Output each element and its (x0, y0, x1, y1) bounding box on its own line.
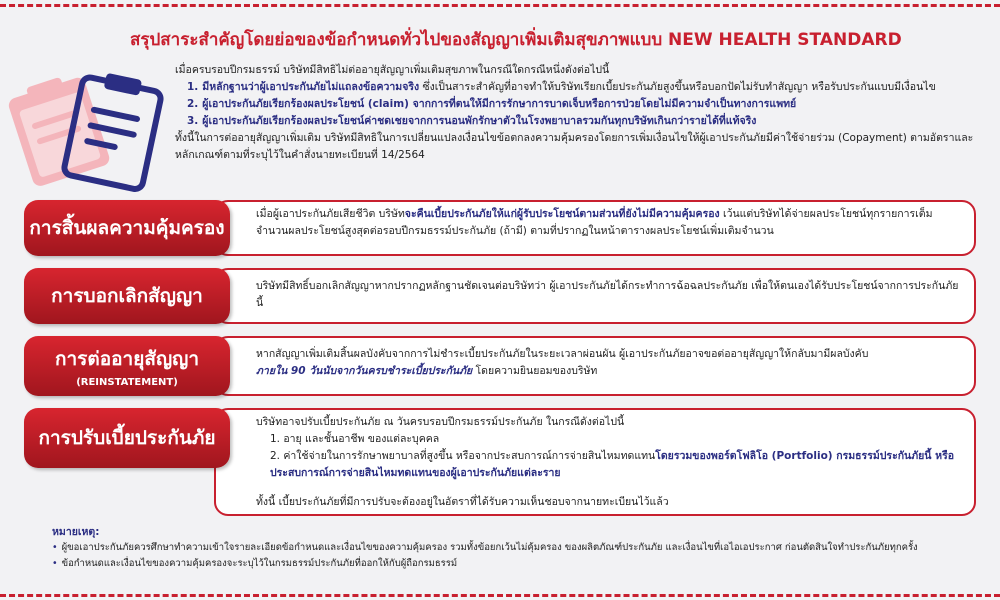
intro-list (175, 79, 990, 130)
termination-label-box (24, 200, 230, 256)
premium-item-2-text: 2. ค่าใช้จ่ายในการรักษาพยาบาลที่สูงขึ้น หรือจากประสบการณ์การจ่ายสินไหมทดแทน (270, 450, 656, 462)
premium-label: การปรับเบี้ยประกันภัย (38, 427, 216, 449)
reinstatement-section (24, 336, 976, 396)
top-dashed-border (0, 4, 1000, 7)
intro-item-highlight: ผู้เอาประกันภัยเรียกร้องผลประโยชน์ (claim) จากการที่ตนให้มีการรักษาการบาดเจ็บหรือการป่วยโดยไม่มีความจำเป็นทางการแพทย์ (202, 98, 797, 110)
notes-heading: หมายเหตุ: (52, 526, 100, 538)
termination-text-a: เมื่อผู้เอาประกันภัยเสียชีวิต บริษัท (256, 208, 405, 220)
notes-section (52, 524, 982, 572)
termination-section (24, 200, 976, 256)
reinstatement-label-box (24, 336, 230, 396)
note-item (52, 540, 982, 556)
reinstatement-label: การต่ออายุสัญญา (55, 348, 199, 370)
intro-item-number: 3. (187, 115, 199, 127)
intro-item-number: 2. (187, 98, 199, 110)
note-item (52, 556, 982, 572)
intro-item-highlight: ผู้เอาประกันภัยเรียกร้องผลประโยชน์ค่าชดเชยจากการนอนพักรักษาตัวในโรงพยาบาลรวมกันทุกบริษัทเกินกว่ารายได้ที่แท้จริง (202, 115, 757, 127)
reinstatement-body (256, 346, 962, 380)
cancellation-label: การบอกเลิกสัญญา (51, 285, 203, 307)
intro-tail: ทั้งนี้ในการต่ออายุสัญญาเพิ่มเติม บริษัทมีสิทธิในการเปลี่ยนแปลงเงื่อนไขข้อตกลงความคุ้มครองโดยการเพิ่มเงื่อนไขให้ผู้เอาประกันภัยมีค่าใช้จ่ายร่วม (Copayment) ตามอัตราและหลักเกณฑ์ตามที่ระบุไว้ในคำสั่งนายทะเบียนที่ 14/2564 (175, 132, 974, 161)
termination-label: การสิ้นผลความคุ้มครอง (29, 217, 225, 239)
termination-text-b: จะคืนเบี้ยประกันภัยให้แก่ผู้รับประโยชน์ตามส่วนที่ยังไม่มีความคุ้มครอง (404, 208, 720, 220)
intro-item-1 (175, 79, 990, 96)
reinstatement-deadline: ภายใน 90 วันนับจากวันครบชำระเบี้ยประกันภัย (256, 365, 473, 377)
reinstatement-text-1: หากสัญญาเพิ่มเติมสิ้นผลบังคับจากการไม่ชำระเบี้ยประกันภัยในระยะเวลาผ่อนผัน ผู้เอาประกันภัยอาจขอต่ออายุสัญญาให้กลับมามีผลบังคับ (256, 348, 869, 360)
intro-item-2 (175, 96, 990, 113)
premium-body (256, 414, 962, 482)
intro-section (175, 62, 990, 164)
reinstatement-consent: โดยความยินยอมของบริษัท (472, 365, 598, 377)
intro-item-number: 1. (187, 81, 199, 93)
premium-list (256, 431, 962, 482)
page-title: สรุปสาระสำคัญโดยย่อของข้อกำหนดทั่วไปของสัญญาเพิ่มเติมสุขภาพแบบ NEW HEALTH STANDARD (130, 30, 902, 50)
premium-tail: ทั้งนี้ เบี้ยประกันภัยที่มีการปรับจะต้องอยู่ในอัตราที่ได้รับความเห็นชอบจากนายทะเบียนไว้แล้ว (256, 496, 669, 508)
intro-lead: เมื่อครบรอบปีกรมธรรม์ บริษัทมีสิทธิไม่ต่ออายุสัญญาเพิ่มเติมสุขภาพในกรณีใดกรณีหนึ่งดังต่อไปนี้ (175, 64, 610, 76)
note-text: ข้อกำหนดและเงื่อนไขของความคุ้มครองจะระบุไว้ในกรมธรรม์ประกันภัยที่ออกให้กับผู้ถือกรมธรรม์ (61, 558, 458, 569)
intro-item-highlight: มีหลักฐานว่าผู้เอาประกันภัยไม่แถลงข้อความจริง (202, 81, 420, 93)
termination-text-c: เว้นแต่บริษัทได้จ่ายผลประโยชน์ทุกรายการเต็มจำนวนผลประโยชน์สูงสุดต่อรอบปีกรมธรรม์ประกันภัย (ถ้ามี) ตามที่ปรากฏในหน้าตารางผลประโยชน์เพิ่มเติมจำนวน (256, 208, 933, 237)
premium-item-2 (256, 448, 962, 482)
premium-lead: บริษัทอาจปรับเบี้ยประกันภัย ณ วันครบรอบปีกรมธรรม์ประกันภัย ในกรณีดังต่อไปนี้ (256, 416, 625, 428)
reinstatement-sublabel: (REINSTATEMENT) (76, 377, 178, 388)
cancellation-text: บริษัทมีสิทธิ์บอกเลิกสัญญาหากปรากฏหลักฐานชัดเจนต่อบริษัทว่า ผู้เอาประกันภัยได้กระทำการฉ้อฉลประกันภัย เพื่อให้ตนเองได้รับประโยชน์จากการประกันภัยนี้ (256, 280, 959, 309)
bottom-dashed-border (0, 594, 1000, 597)
premium-item-1: 1. อายุ และชั้นอาชีพ ของแต่ละบุคคล (270, 433, 440, 445)
bullet-icon: • (52, 542, 58, 553)
bullet-icon: • (52, 558, 58, 569)
premium-label-box (24, 408, 230, 468)
cancellation-label-box (24, 268, 230, 324)
note-text: ผู้ขอเอาประกันภัยควรศึกษาทำความเข้าใจรายละเอียดข้อกำหนดและเงื่อนไขของความคุ้มครอง รวมทั้งข้อยกเว้นไม่คุ้มครอง ของผลิตภัณฑ์ประกันภัย และเงื่อนไขที่เอไอเอประกาศ ก่อนตัดสินใจทำประกันภัยทุกครั้ง (61, 542, 918, 553)
cancellation-body (256, 278, 962, 312)
intro-item-3 (175, 113, 990, 130)
termination-body (256, 206, 962, 240)
clipboard-icon (6, 46, 166, 196)
cancellation-section (24, 268, 976, 324)
intro-item-rest: ซึ่งเป็นสาระสำคัญที่อาจทำให้บริษัทเรียกเบี้ยประกันภัยสูงขึ้นหรือบอกปัดไม่รับทำสัญญา หรือรับประกันแบบมีเงื่อนไข (419, 81, 936, 93)
premium-item-2-highlight: โดยรวมของพอร์ตโฟลิโอ (Portfolio) กรมธรรม์ประกันภัยนี้ หรือประสบการณ์การจ่ายสินไหมทดแทนของผู้เอาประกันภัยแต่ละราย (270, 450, 955, 479)
